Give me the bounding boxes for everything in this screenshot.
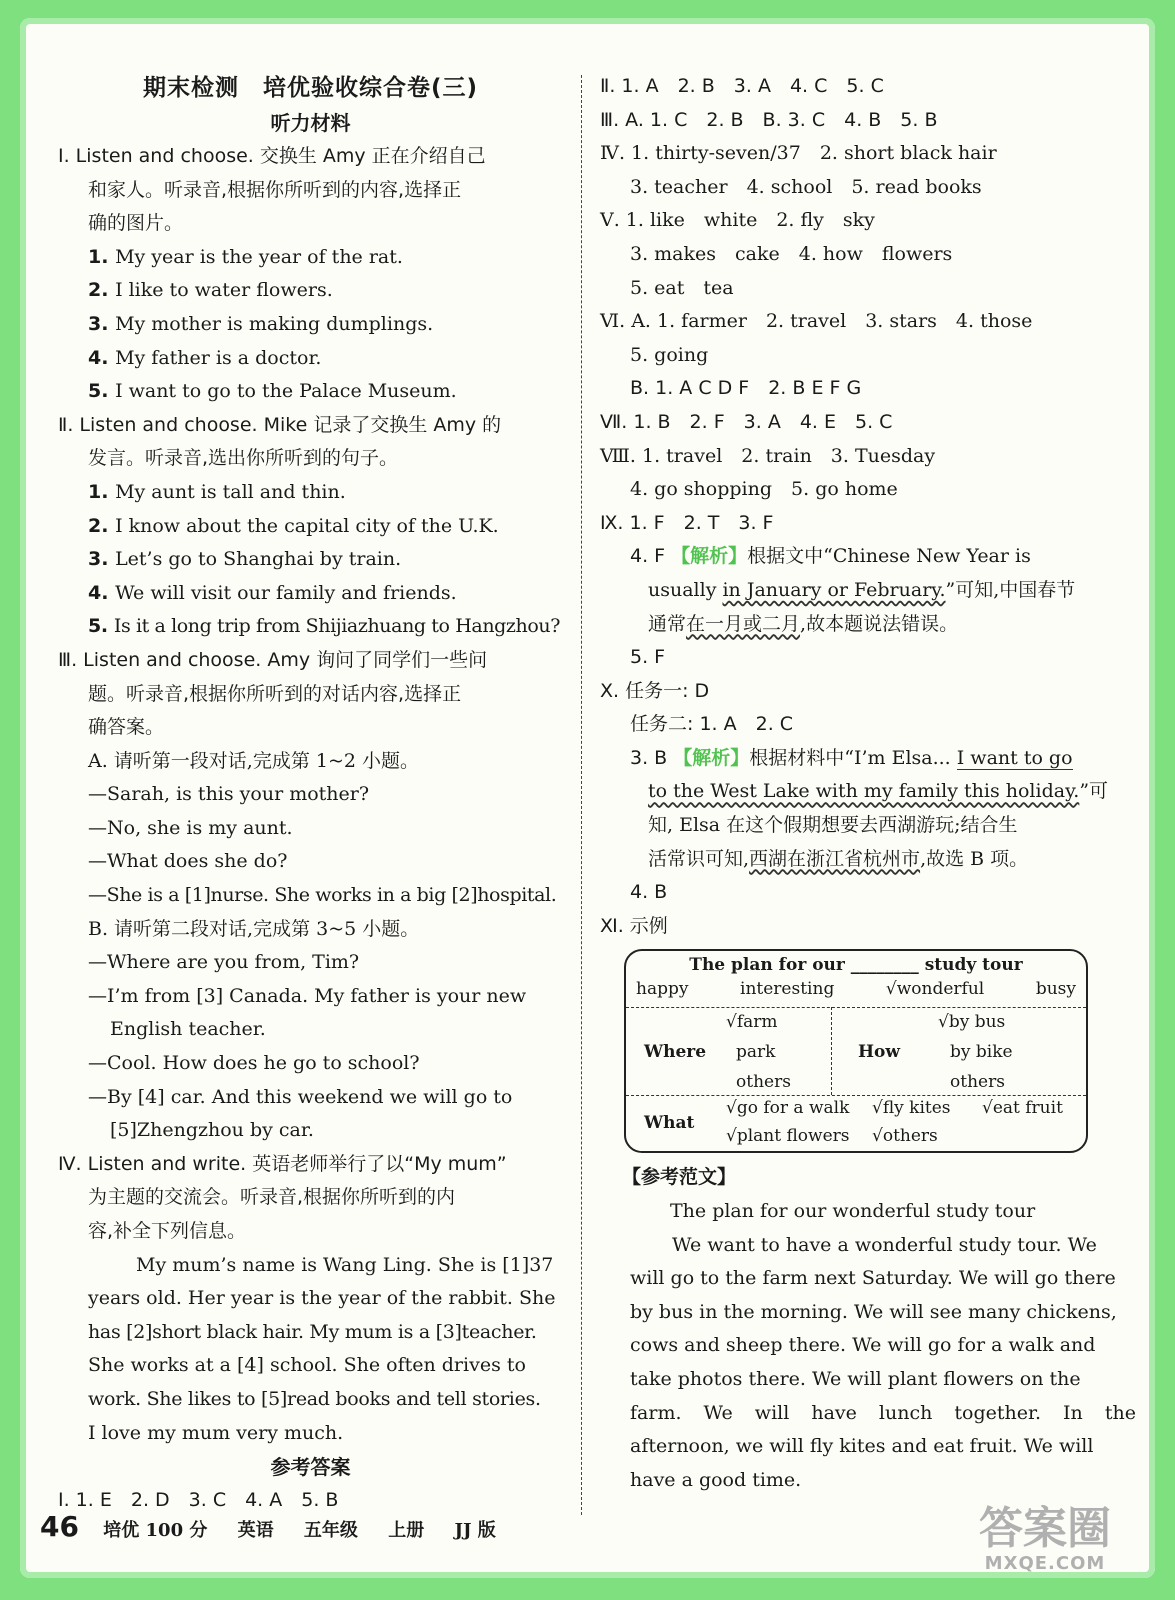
section-4-line2: 为主题的交流会。听录音,根据你所听到的内 xyxy=(88,1186,456,1209)
watermark-url: MXQE.COM xyxy=(984,1553,1106,1574)
list-item: 3. Let’s go to Shanghai by train. xyxy=(88,548,402,571)
answer-line: Ⅴ. 1. like white 2. fly sky xyxy=(600,209,875,232)
section-1-line3: 确的图片。 xyxy=(88,212,184,235)
paragraph-line: My mum’s name is Wang Ling. She is [1]37 xyxy=(136,1253,554,1276)
plan-adj: √wonderful xyxy=(885,979,985,1000)
plan-option: √by bus xyxy=(938,1012,1006,1033)
footer-term: 上册 xyxy=(388,1520,425,1541)
explanation-line: 知, Elsa 在这个假期想要去西湖游玩;结合生 xyxy=(648,814,1018,837)
essay-line: have a good time. xyxy=(630,1468,802,1491)
explanation-line: 4. F 【解析】根据文中“Chinese New Year is xyxy=(630,545,1031,568)
plan-title: The plan for our ________ study tour xyxy=(689,955,1023,976)
answer-line: 任务二: 1. A 2. C xyxy=(630,713,794,736)
footer-grade: 五年级 xyxy=(303,1520,358,1541)
right-column xyxy=(600,70,1136,1497)
plan-option: others xyxy=(950,1072,1005,1093)
plan-where-label: Where xyxy=(644,1042,707,1063)
answer-line: 4. B xyxy=(630,881,668,904)
explanation-line: to the West Lake with my family this holiday.”可 xyxy=(648,780,1109,803)
plan-option: park xyxy=(736,1042,776,1063)
section-3-heading: Ⅲ. Listen and choose. Amy 询问了同学们一些问 xyxy=(58,648,488,671)
analysis-tag: 【解析】 xyxy=(673,746,750,769)
paragraph-line: work. She likes to [5]read books and tell stories. xyxy=(88,1387,541,1410)
listening-title: 听力材料 xyxy=(270,111,351,135)
plan-adj: interesting xyxy=(740,979,835,1000)
essay-line: by bus in the morning. We will see many chickens, xyxy=(630,1300,1117,1323)
answer-line: Ⅹ. 任务一: D xyxy=(600,679,710,702)
answer-line: 5. eat tea xyxy=(630,276,734,299)
answer-line: Ⅲ. A. 1. C 2. B B. 3. C 4. B 5. B xyxy=(600,108,938,131)
list-item: 2. I like to water flowers. xyxy=(88,279,333,302)
section-2-heading: Ⅱ. Listen and choose. Mike 记录了交换生 Amy 的 xyxy=(58,413,502,436)
plan-option: √others xyxy=(872,1126,938,1147)
answer-line: Ⅵ. A. 1. farmer 2. travel 3. stars 4. those xyxy=(600,310,1033,333)
analysis-tag: 【解析】 xyxy=(671,545,748,568)
dialogue-line: —What does she do? xyxy=(88,850,288,873)
list-item: 2. I know about the capital city of the U.K. xyxy=(88,514,499,537)
plan-table xyxy=(624,949,1088,1153)
plan-option: others xyxy=(736,1072,791,1093)
explanation-line: 通常在一月或二月,故本题说法错误。 xyxy=(648,612,959,635)
paragraph-line: I love my mum very much. xyxy=(88,1421,344,1444)
left-column xyxy=(58,70,563,1518)
dialogue-line: —She is a [1]nurse. She works in a big [2]hospital. xyxy=(88,884,557,907)
section-4-line3: 容,补全下列信息。 xyxy=(88,1220,247,1242)
section-4-heading: Ⅳ. Listen and write. 英语老师举行了以“My mum” xyxy=(58,1152,507,1175)
plan-option: √farm xyxy=(726,1012,778,1033)
dialogue-line: [5]Zhengzhou by car. xyxy=(110,1119,314,1142)
explanation-line: usually in January or February.”可知,中国春节 xyxy=(648,578,1076,601)
column-divider xyxy=(581,75,582,1515)
list-item: 4. My father is a doctor. xyxy=(88,346,322,369)
plan-adjectives xyxy=(636,979,1076,999)
top-wave-border xyxy=(0,0,1175,20)
list-item: 4. We will visit our family and friends. xyxy=(88,581,457,604)
page-number: 46 xyxy=(40,1510,79,1543)
answer-line: 3. teacher 4. school 5. read books xyxy=(630,175,982,198)
list-item: 3. My mother is making dumplings. xyxy=(88,312,434,335)
dialogue-b-heading: B. 请听第二段对话,完成第 3~5 小题。 xyxy=(88,917,420,940)
plan-divider xyxy=(831,1007,832,1095)
paragraph-line: years old. Her year is the year of the rabbit. She xyxy=(88,1287,556,1310)
reference-heading: 【参考范文】 xyxy=(622,1166,737,1189)
answer-line: Ⅳ. 1. thirty-seven/37 2. short black hair xyxy=(600,142,997,165)
answer-line: Ⅺ. 示例 xyxy=(600,914,668,937)
page-title: 期末检测 培优验收综合卷(三) xyxy=(142,75,479,101)
paragraph-line: She works at a [4] school. She often drives to xyxy=(88,1354,526,1377)
answer-line: B. 1. A C D F 2. B E F G xyxy=(630,377,862,400)
essay-title: The plan for our wonderful study tour xyxy=(670,1200,1036,1223)
essay-line: take photos there. We will plant flowers on the xyxy=(630,1368,1081,1390)
paragraph-line: has [2]short black hair. My mum is a [3]teacher. xyxy=(88,1320,537,1343)
explanation-line: 3. B 【解析】根据材料中“I’m Elsa... I want to go xyxy=(630,746,1073,769)
answers-section-1: Ⅰ. 1. E 2. D 3. C 4. A 5. B xyxy=(58,1489,339,1512)
list-item: 5. I want to go to the Palace Museum. xyxy=(88,380,457,403)
plan-option: √fly kites xyxy=(872,1098,951,1119)
explanation-line: 活常识可知,西湖在浙江省杭州市,故选 B 项。 xyxy=(648,847,1029,870)
answer-line: Ⅷ. 1. travel 2. train 3. Tuesday xyxy=(600,444,936,467)
footer-subject: 英语 xyxy=(237,1520,274,1541)
watermark-logo xyxy=(945,1505,1145,1585)
answer-line: 3. makes cake 4. how flowers xyxy=(630,242,953,265)
plan-option: √eat fruit xyxy=(982,1098,1063,1119)
plan-what-label: What xyxy=(644,1113,695,1134)
list-item: 1. My year is the year of the rat. xyxy=(88,245,403,268)
plan-option: √plant flowers xyxy=(726,1126,850,1147)
list-item: 1. My aunt is tall and thin. xyxy=(88,480,346,503)
plan-adj: happy xyxy=(636,979,689,1000)
section-3-line2: 题。听录音,根据你所听到的对话内容,选择正 xyxy=(88,682,462,705)
answer-line: 5. going xyxy=(630,343,709,366)
essay-line: We want to have a wonderful study tour. We xyxy=(672,1233,1097,1256)
answer-line: 5. F xyxy=(630,646,666,669)
section-1-heading: Ⅰ. Listen and choose. 交换生 Amy 正在介绍自己 xyxy=(58,145,486,167)
section-1-line2: 和家人。听录音,根据你所听到的内容,选择正 xyxy=(88,178,462,201)
essay-line: cows and sheep there. We will go for a walk and xyxy=(630,1334,1096,1357)
answer-line: Ⅸ. 1. F 2. T 3. F xyxy=(600,511,774,534)
page-footer xyxy=(40,1510,520,1543)
section-2-line2: 发言。听录音,选出你所听到的句子。 xyxy=(88,447,399,470)
plan-how-label: How xyxy=(858,1042,901,1063)
answer-line: Ⅱ. 1. A 2. B 3. A 4. C 5. C xyxy=(600,75,884,97)
dialogue-line: —No, she is my aunt. xyxy=(88,816,293,839)
essay-line: will go to the farm next Saturday. We will go there xyxy=(630,1267,1116,1290)
dialogue-line: —Cool. How does he go to school? xyxy=(88,1052,420,1075)
section-3-line3: 确答案。 xyxy=(88,716,165,739)
plan-adj: busy xyxy=(1035,979,1076,1000)
plan-option: √go for a walk xyxy=(726,1098,850,1119)
dialogue-line: —I’m from [3] Canada. My father is your new xyxy=(88,984,527,1007)
essay-line: afternoon, we will fly kites and eat fruit. We will xyxy=(630,1435,1094,1458)
plan-option: by bike xyxy=(950,1042,1013,1063)
dialogue-a-heading: A. 请听第一段对话,完成第 1~2 小题。 xyxy=(88,749,420,772)
dialogue-line: English teacher. xyxy=(110,1018,266,1041)
list-item: 5. Is it a long trip from Shijiazhuang to Hangzhou? xyxy=(88,615,561,638)
answers-title: 参考答案 xyxy=(270,1455,351,1480)
footer-edition: JJ 版 xyxy=(454,1520,496,1541)
plan-divider xyxy=(626,1007,1086,1008)
answer-line: Ⅶ. 1. B 2. F 3. A 4. E 5. C xyxy=(600,410,893,433)
dialogue-line: —Where are you from, Tim? xyxy=(88,951,360,974)
dialogue-line: —Sarah, is this your mother? xyxy=(88,783,370,806)
essay-line: farm. We will have lunch together. In the xyxy=(630,1401,1136,1424)
watermark-text: 答案圈 xyxy=(979,1503,1111,1554)
answer-line: 4. go shopping 5. go home xyxy=(630,478,898,501)
footer-book: 培优 100 分 xyxy=(103,1520,208,1541)
dialogue-line: —By [4] car. And this weekend we will go to xyxy=(88,1085,513,1108)
